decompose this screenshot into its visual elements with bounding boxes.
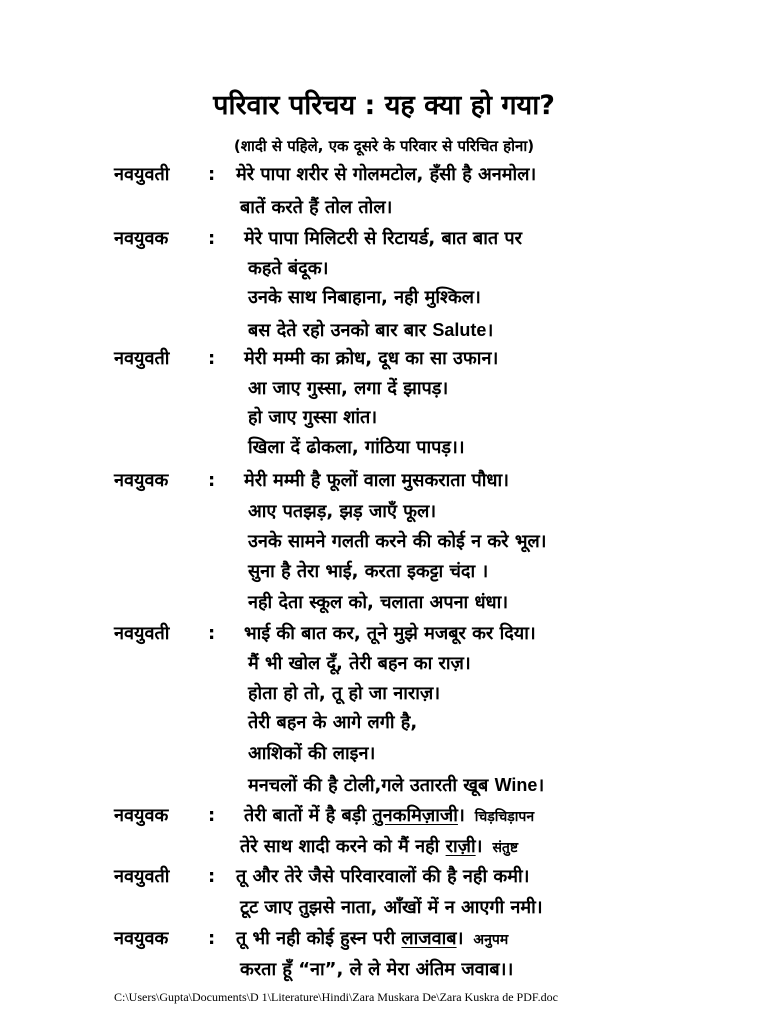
verse-line xyxy=(0,862,768,892)
verse-text-main: नही देता स्कूल को, चलाता अपना धंधा। xyxy=(248,592,509,613)
verse-line xyxy=(0,679,768,709)
verse-line xyxy=(0,193,768,223)
line-end-mark: । xyxy=(456,928,464,949)
english-word: Wine xyxy=(494,775,538,795)
speaker-colon: : xyxy=(208,470,216,491)
line-end-mark: । xyxy=(457,805,465,826)
verse-text xyxy=(236,160,536,190)
verse-text xyxy=(248,374,448,404)
verse-line xyxy=(0,649,768,679)
verse-text-main: हो जाए गुस्सा शांत। xyxy=(248,407,378,428)
verse-text xyxy=(248,649,471,679)
page-title: परिवार परिचय : यह क्या हो गया? xyxy=(213,90,555,121)
speaker-label: नवयुवक xyxy=(114,470,169,491)
verse-line xyxy=(0,224,768,254)
verse-line xyxy=(0,588,768,618)
verse-text xyxy=(248,403,377,433)
speaker-colon: : xyxy=(208,623,216,644)
verse-line xyxy=(0,466,768,496)
word-meaning-note: संतुष्ट xyxy=(492,840,519,856)
verse-line xyxy=(0,619,768,649)
verse-line xyxy=(0,527,768,557)
verse-line xyxy=(0,739,768,769)
verse-text-main: मैं भी खोल दूँ, तेरी बहन का राज़। xyxy=(248,653,471,674)
verse-line xyxy=(0,433,768,463)
underlined-word: तुनकमिज़ाजी xyxy=(372,805,458,826)
verse-text xyxy=(248,433,465,463)
verse-text xyxy=(248,497,436,527)
verse-text xyxy=(244,801,534,832)
speaker-colon: : xyxy=(208,164,216,185)
verse-text xyxy=(248,315,493,346)
verse-text-main: खिला दें ढोकला, गांठिया पापड़।। xyxy=(248,437,465,458)
verse-line xyxy=(0,344,768,374)
verse-text xyxy=(244,619,536,649)
speaker-label: नवयुवक xyxy=(114,805,169,826)
verse-text xyxy=(248,254,328,284)
verse-line xyxy=(0,955,768,985)
verse-text xyxy=(248,588,508,618)
underlined-word: लाजवाब xyxy=(401,928,457,949)
speaker-label: नवयुवती xyxy=(114,164,170,185)
verse-line xyxy=(0,801,768,831)
file-path-footer: C:\Users\Gupta\Documents\D 1\Literature\Hindi\Zara Muskara De\Zara Kuskra de PDF.doc xyxy=(114,990,558,1004)
verse-text xyxy=(240,893,543,923)
verse-text-main: भाई की बात कर, तूने मुझे मजबूर कर दिया। xyxy=(244,623,536,644)
verse-line xyxy=(0,315,768,345)
verse-text-main: मेरे पापा शरीर से गोलमटोल, हँसी है अनमोल। xyxy=(236,164,537,185)
verse-line xyxy=(0,374,768,404)
verse-text-main: उनके साथ निबाहाना, नही मुश्किल। xyxy=(248,287,481,308)
verse-line xyxy=(0,557,768,587)
verse-text xyxy=(248,283,481,313)
speaker-colon: : xyxy=(208,805,216,826)
verse-text-main: बस देते रहो उनको बार बार xyxy=(248,320,427,341)
verse-text xyxy=(244,224,522,254)
verse-text-main: टूट जाए तुझसे नाता, आँखों में न आएगी नमी। xyxy=(240,897,543,918)
verse-text-main: तू और तेरे जैसे परिवारवालों की है नही कमी। xyxy=(236,866,530,887)
verse-text-main: तेरी बातों में है बड़ी xyxy=(244,805,367,826)
speaker-label: नवयुवक xyxy=(114,928,169,949)
english-word: Salute xyxy=(432,320,487,340)
verse-line xyxy=(0,283,768,313)
word-meaning-note: अनुपम xyxy=(473,932,509,948)
speaker-colon: : xyxy=(208,348,216,369)
verse-text xyxy=(240,955,513,985)
speaker-label: नवयुवक xyxy=(114,228,169,249)
verse-line xyxy=(0,254,768,284)
verse-text-main: सुना है तेरा भाई, करता इकट्टा चंदा । xyxy=(248,561,489,582)
speaker-colon: : xyxy=(208,928,216,949)
page-subtitle: (शादी से पहिले, एक दूसरे के परिवार से परिचित होना) xyxy=(233,137,535,155)
verse-text xyxy=(244,466,509,496)
verse-text xyxy=(236,862,529,892)
speaker-label: नवयुवती xyxy=(114,348,170,369)
verse-text-main: मेरी मम्मी है फूलों वाला मुसकराता पौधा। xyxy=(244,470,509,491)
verse-text-main: आए पतझड़, झड़ जाएँ फूल। xyxy=(248,501,437,522)
verse-line xyxy=(0,160,768,190)
verse-text xyxy=(248,527,547,557)
verse-text-main: मेरे पापा मिलिटरी से रिटायर्ड, बात बात पर xyxy=(244,228,522,249)
verse-text-main: तेरी बहन के आगे लगी है, xyxy=(248,712,418,733)
verse-text-main: होता हो तो, तू हो जा नाराज़। xyxy=(248,683,441,704)
verse-line xyxy=(0,708,768,738)
speaker-label: नवयुवती xyxy=(114,866,170,887)
verse-line xyxy=(0,924,768,954)
verse-text xyxy=(240,193,392,223)
verse-text-main: मेरी मम्मी का क्रोध, दूध का सा उफान। xyxy=(244,348,499,369)
verse-text xyxy=(248,708,417,738)
verse-line xyxy=(0,893,768,923)
verse-line xyxy=(0,832,768,862)
speaker-colon: : xyxy=(208,866,216,887)
verse-text xyxy=(248,679,440,709)
line-end-mark: । xyxy=(537,775,545,796)
verse-text-main: तेरे साथ शादी करने को मैं नही xyxy=(240,836,440,857)
line-end-mark: । xyxy=(486,320,494,341)
verse-text xyxy=(240,832,518,863)
verse-text-main: तू भी नही कोई हुस्न परी xyxy=(236,928,396,949)
verse-text xyxy=(236,924,508,955)
verse-text-main: आ जाए गुस्सा, लगा दें झापड़। xyxy=(248,378,449,399)
verse-text xyxy=(244,344,498,374)
word-meaning-note: चिड़चिड़ापन xyxy=(474,809,535,825)
verse-line xyxy=(0,770,768,800)
line-end-mark: । xyxy=(475,836,483,857)
speaker-label: नवयुवती xyxy=(114,623,170,644)
verse-line xyxy=(0,403,768,433)
verse-text-main: मनचलों की है टोली,गले उतारती खूब xyxy=(248,775,489,796)
underlined-word: राज़ी xyxy=(445,836,476,857)
verse-text xyxy=(248,770,544,801)
verse-text-main: करता हूँ “ना”, ले ले मेरा अंतिम जवाब।। xyxy=(240,959,514,980)
verse-text xyxy=(248,739,375,769)
verse-text xyxy=(248,557,488,587)
verse-text-main: उनके सामने गलती करने की कोई न करे भूल। xyxy=(248,531,547,552)
verse-line xyxy=(0,497,768,527)
speaker-colon: : xyxy=(208,228,216,249)
verse-text-main: कहते बंदूक। xyxy=(248,258,329,279)
verse-text-main: बातें करते हैं तोल तोल। xyxy=(240,197,393,218)
verse-text-main: आशिकों की लाइन। xyxy=(248,743,376,764)
